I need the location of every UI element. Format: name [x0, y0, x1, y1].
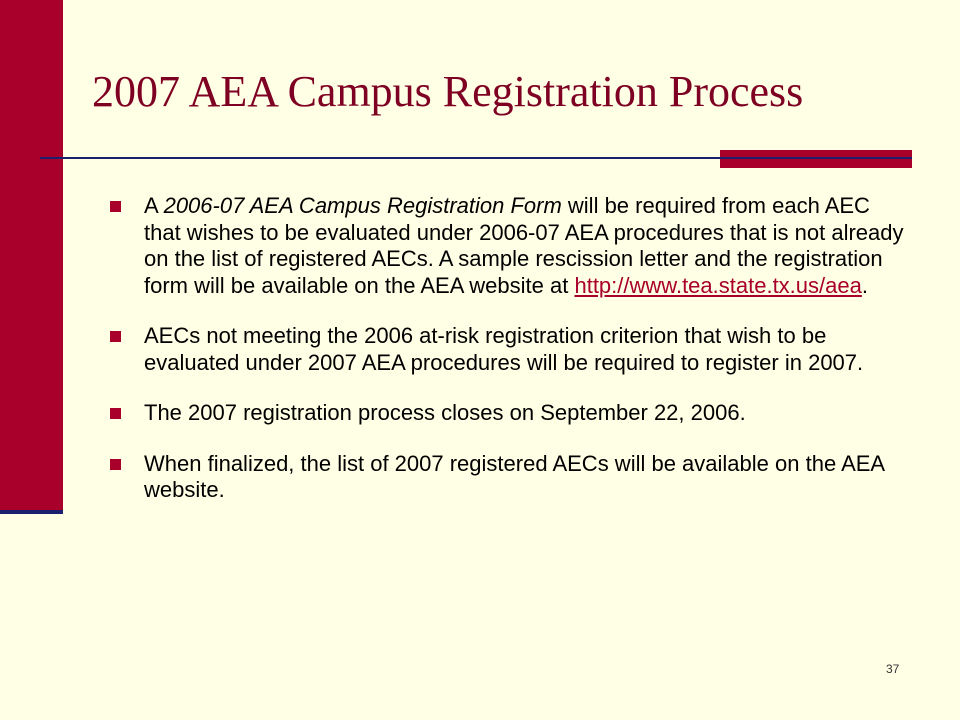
left-accent-bar: [0, 0, 63, 512]
slide-title: 2007 AEA Campus Registration Process: [92, 67, 804, 116]
bullet-item: [108, 193, 908, 299]
form-name: 2006-07 AEA Campus Registration Form: [163, 193, 562, 218]
bullet-item: [108, 451, 908, 504]
title-rule-accent-line: [720, 157, 912, 159]
bullet-text: A: [144, 193, 164, 218]
square-bullet-icon: [110, 408, 121, 419]
aea-website-link[interactable]: http://www.tea.state.tx.us/aea: [574, 272, 862, 298]
square-bullet-icon: [110, 201, 121, 212]
bullet-item: [108, 400, 908, 427]
square-bullet-icon: [110, 331, 121, 342]
bullet-list: [108, 193, 908, 528]
slide-number: 37: [886, 662, 900, 676]
bullet-text: When finalized, the list of 2007 registered AECs will be available on the AEA website.: [144, 450, 884, 502]
bullet-text: will be required from each AEC that wishes to be evaluated under 2006-07 AEA procedures that is not already on the list of registered AECs. A sample rescission letter and the registration form will be available on the AEA website at: [144, 193, 904, 298]
left-accent-bar-edge: [0, 510, 63, 514]
title-rule-accent: [720, 150, 912, 168]
bullet-text: .: [861, 272, 868, 298]
bullet-text: The 2007 registration process closes on September 22, 2006.: [144, 400, 746, 425]
bullet-text: AECs not meeting the 2006 at-risk registration criterion that wish to be evaluated under 2007 AEA procedures will be required to register in 2007.: [144, 323, 864, 375]
bullet-item: [108, 323, 908, 376]
square-bullet-icon: [110, 459, 121, 470]
